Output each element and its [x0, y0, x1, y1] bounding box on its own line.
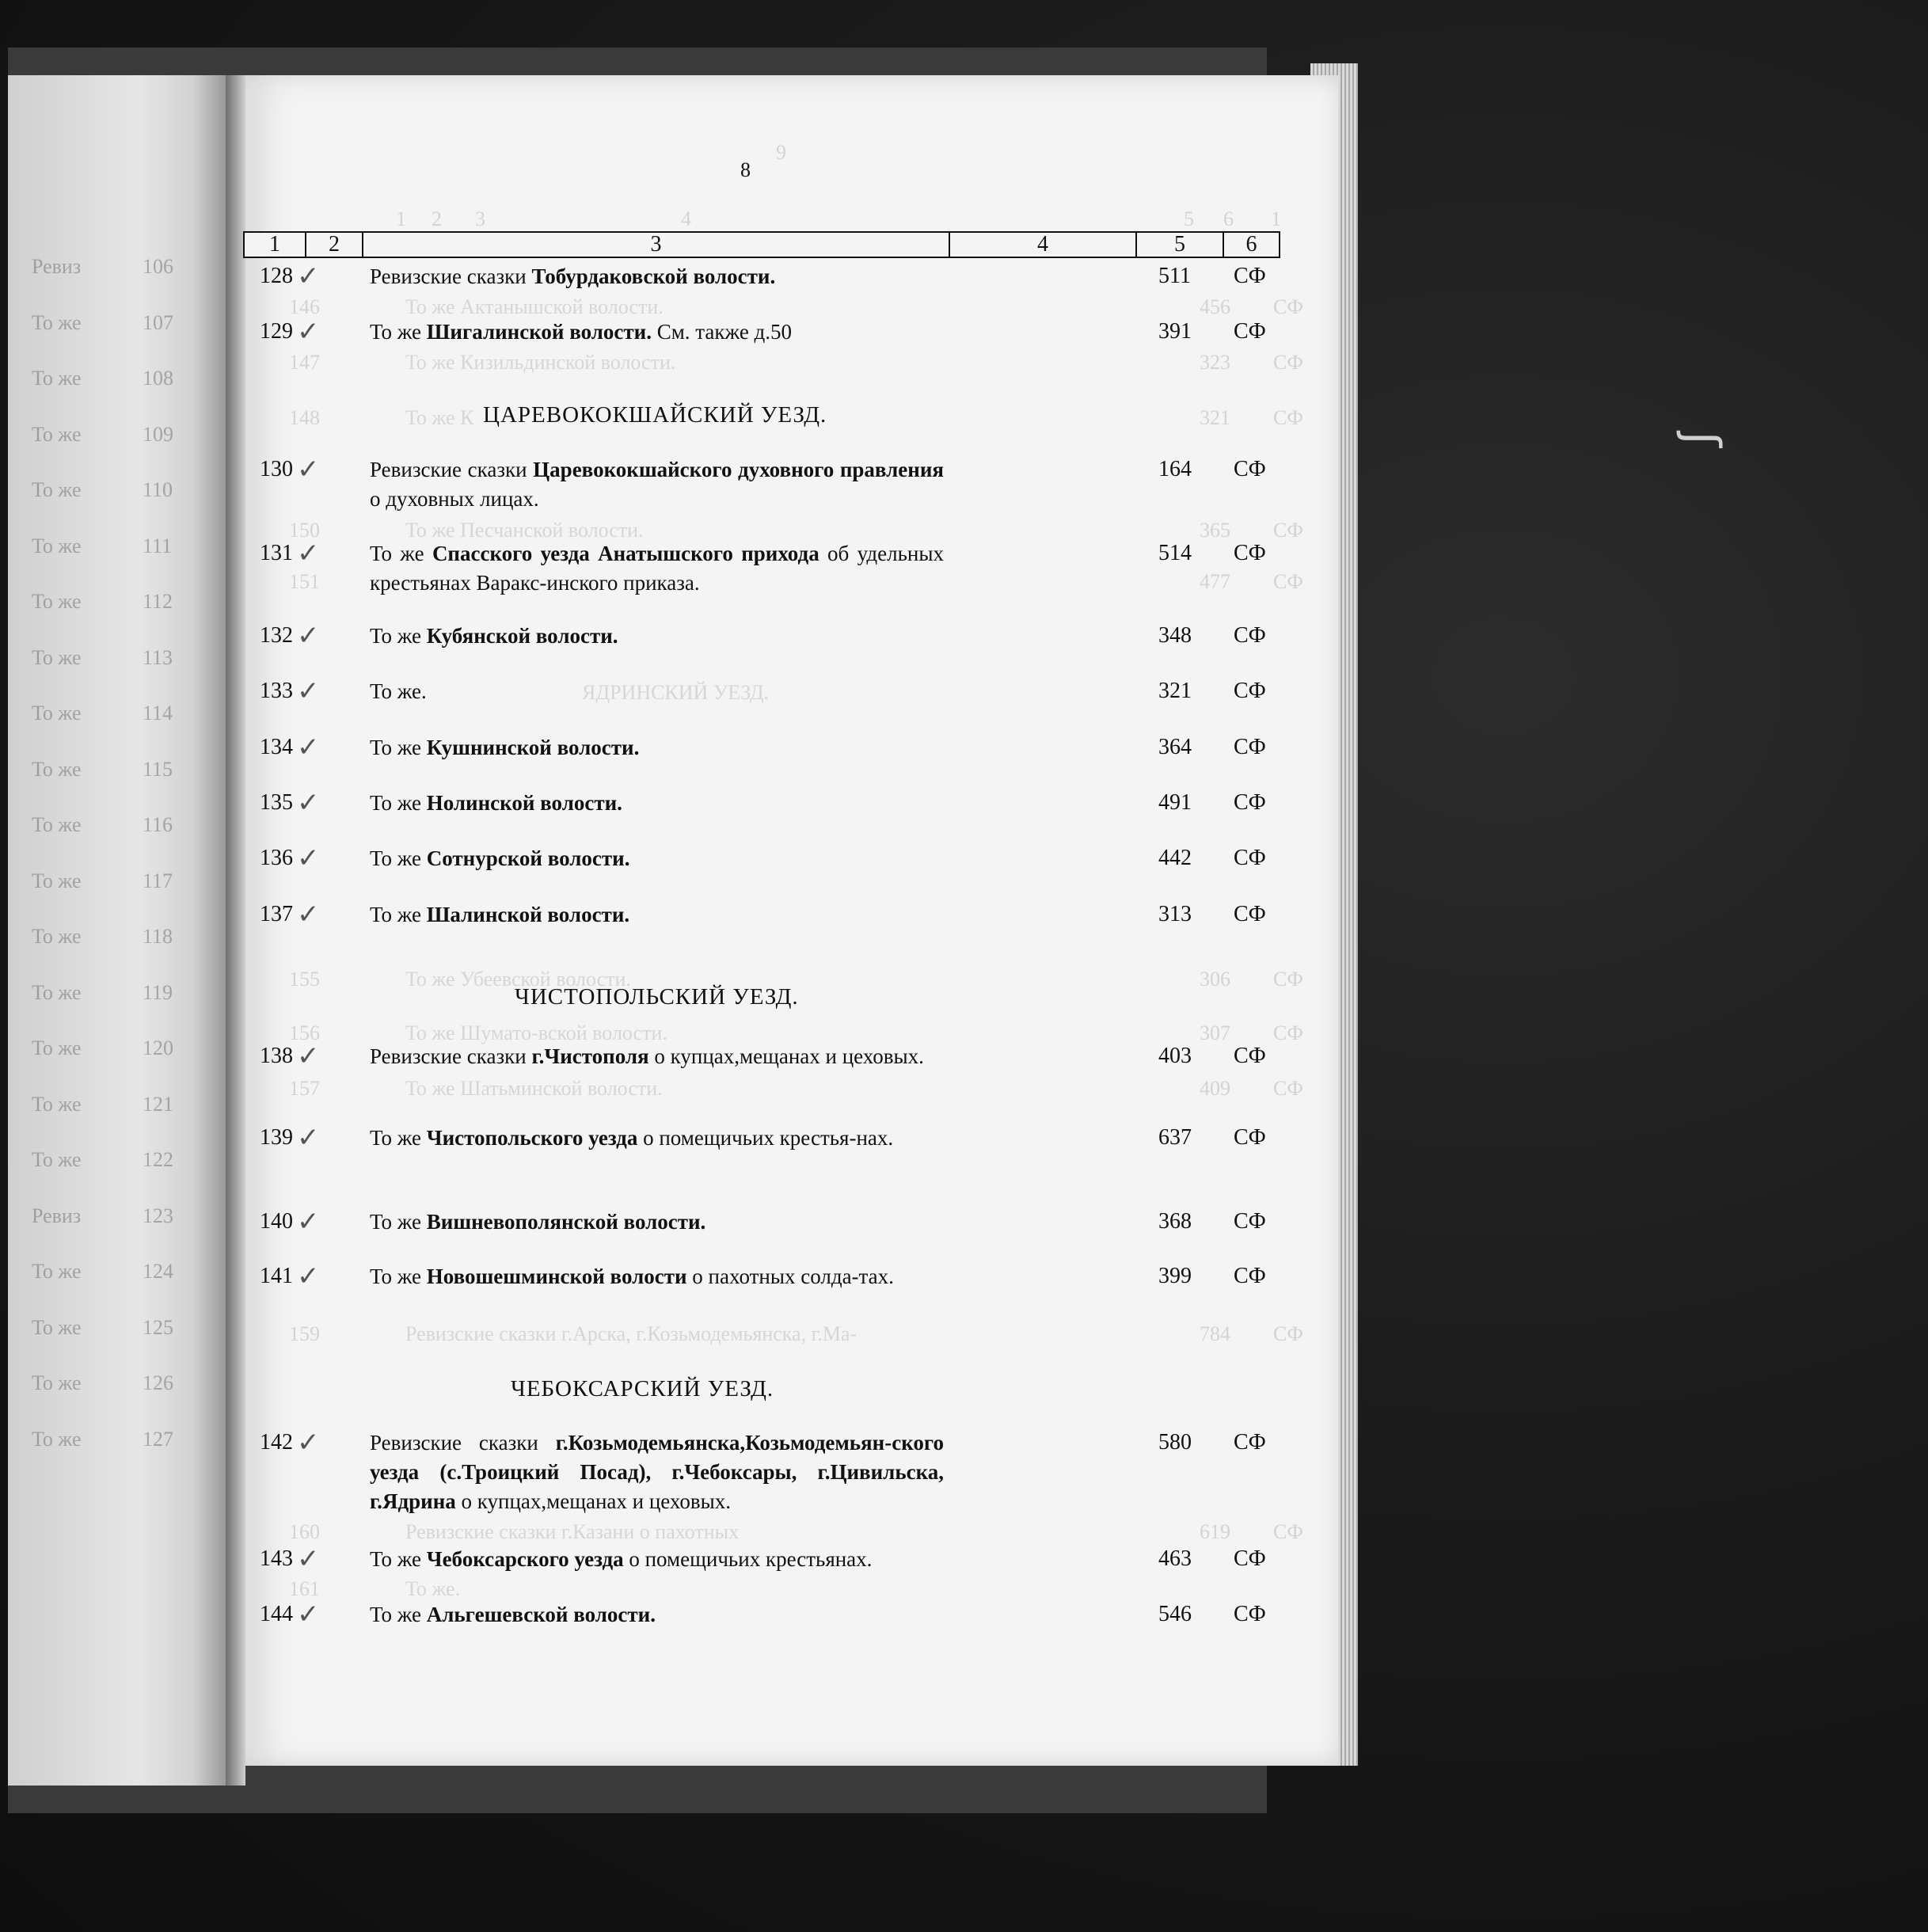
bleed-row-number: 160	[289, 1520, 320, 1543]
row-number: 130	[260, 457, 293, 481]
bleed-row-pages: 307	[1200, 1021, 1230, 1044]
entry-text: о помещичьих крестья-нах.	[637, 1126, 894, 1150]
header-cell-2: 2	[305, 231, 363, 258]
entry-description	[370, 1042, 944, 1071]
section-heading: ЧЕБОКСАРСКИЙ УЕЗД.	[511, 1376, 774, 1401]
row-number: 142	[260, 1430, 293, 1455]
bleed-row-number: 159	[289, 1322, 320, 1345]
entry-bold-text: Чебоксарского уезда	[426, 1547, 624, 1571]
bleed-row-code: СФ	[1273, 570, 1303, 593]
storage-code: СФ	[1234, 846, 1266, 870]
entry-text: То же	[370, 846, 427, 870]
entry-description	[370, 455, 944, 514]
left-page-word: То же	[32, 980, 82, 1004]
entry-text: об удельных крестьянах Варакс-инского приказа.	[370, 542, 945, 595]
left-page-word: То же	[32, 757, 82, 781]
checkmark-icon: ✓	[297, 1427, 320, 1459]
bleed-row-number: 147	[289, 351, 320, 374]
entry-bold-text: Новошешминской волости	[426, 1265, 687, 1288]
bleed-row-code: СФ	[1273, 519, 1303, 542]
entry-description	[370, 262, 944, 291]
left-page-word: То же	[32, 590, 82, 613]
entry-description	[370, 622, 944, 651]
bleed-row-pages: 306	[1200, 968, 1230, 991]
page-count: 403	[1158, 1044, 1192, 1068]
page-count: 368	[1158, 1209, 1192, 1234]
row-number: 134	[260, 735, 293, 759]
entry-text: То же.	[370, 679, 427, 703]
page-count: 637	[1158, 1125, 1192, 1150]
left-page-word: Ревиз	[32, 1204, 82, 1227]
bleed-row-pages: 477	[1200, 570, 1230, 593]
checkmark-icon: ✓	[297, 1206, 320, 1238]
left-page-number: 123	[143, 1204, 173, 1227]
left-page-word: То же	[32, 1092, 82, 1116]
header-cell-1: 1	[243, 231, 306, 258]
storage-code: СФ	[1234, 623, 1266, 648]
storage-code: СФ	[1234, 902, 1266, 926]
entry-text: То же	[370, 903, 427, 926]
row-number: 140	[260, 1209, 293, 1234]
entry-text: Ревизские сказки	[370, 264, 532, 288]
page-count: 463	[1158, 1546, 1192, 1571]
entry-description	[370, 1208, 944, 1237]
entry-bold-text: Спасского уезда Анатышского прихода	[432, 542, 819, 565]
entry-description	[370, 1428, 944, 1516]
entry-description	[370, 844, 944, 873]
entry-text: Ревизские сказки	[370, 458, 534, 481]
bleed-header-digit: 2	[432, 207, 442, 230]
left-page-word: То же	[32, 869, 82, 892]
bleed-row-text: ЯДРИНСКИЙ УЕЗД.	[582, 681, 770, 704]
checkmark-icon: ✓	[297, 899, 320, 930]
checkmark-icon: ✓	[297, 1543, 320, 1575]
entry-text: То же	[370, 1210, 427, 1234]
left-page-number: 124	[143, 1260, 173, 1283]
left-page-number: 109	[143, 422, 173, 446]
row-number: 139	[260, 1125, 293, 1150]
bleed-row-number: 156	[289, 1021, 320, 1044]
section-heading: ЦАРЕВОКОКШАЙСКИЙ УЕЗД.	[483, 402, 827, 428]
entry-description	[370, 1545, 944, 1574]
row-number: 128	[260, 264, 293, 288]
bleed-header-digit: 6	[1223, 207, 1234, 230]
header-cell-4: 4	[949, 231, 1137, 258]
entry-text: То же	[370, 320, 427, 344]
checkmark-icon: ✓	[297, 787, 320, 819]
left-page-number: 107	[143, 310, 173, 334]
entry-text: То же	[370, 542, 432, 565]
left-page-word: То же	[32, 478, 82, 501]
checkmark-icon: ✓	[297, 316, 320, 348]
bleed-header-digit: 9	[776, 141, 786, 164]
left-page-word: То же	[32, 534, 82, 557]
margin-scribble-mark: ʃ	[1675, 431, 1731, 448]
left-page-word: То же	[32, 1315, 82, 1339]
page-count: 491	[1158, 790, 1192, 815]
page-count: 399	[1158, 1264, 1192, 1288]
storage-code: СФ	[1234, 1602, 1266, 1626]
left-page-word: То же	[32, 1371, 82, 1394]
storage-code: СФ	[1234, 1264, 1266, 1288]
bleed-row-code: СФ	[1273, 295, 1303, 318]
bleed-row-number: 151	[289, 570, 320, 593]
bleed-row-number: 155	[289, 968, 320, 991]
entry-bold-text: Шалинской волости.	[426, 903, 630, 926]
left-page-number: 111	[143, 534, 173, 557]
left-page-word: То же	[32, 702, 82, 724]
section-heading: ЧИСТОПОЛЬСКИЙ УЕЗД.	[515, 984, 799, 1010]
storage-code: СФ	[1234, 264, 1266, 288]
row-number: 137	[260, 902, 293, 926]
page-count: 514	[1158, 541, 1192, 565]
left-page-number: 125	[143, 1315, 173, 1339]
row-number: 141	[260, 1264, 293, 1288]
entry-bold-text: г.Козьмодемьянска,Козьмодемьян-ского уезда (с.Троицкий Посад), г.Чебоксары, г.Цивильска, г.Ядрина	[370, 1431, 944, 1513]
bleed-row-code: СФ	[1273, 1322, 1303, 1345]
entry-text: То же	[370, 1126, 427, 1150]
bleed-row-text: То же К	[405, 406, 474, 429]
row-number: 131	[260, 541, 293, 565]
page-number: 8	[740, 158, 751, 181]
left-page-number: 112	[143, 590, 173, 613]
bleed-row-code: СФ	[1273, 351, 1303, 374]
bleed-header-digit: 4	[681, 207, 691, 230]
storage-code: СФ	[1234, 457, 1266, 481]
entry-text: Ревизские сказки	[370, 1044, 532, 1068]
bleed-row-pages: 456	[1200, 295, 1230, 318]
left-page-number: 117	[143, 869, 173, 892]
entry-text: о духовных лицах.	[370, 487, 539, 511]
left-page-word: То же	[32, 367, 82, 390]
header-cell-3: 3	[362, 231, 950, 258]
storage-code: СФ	[1234, 790, 1266, 815]
entry-text: То же	[370, 791, 427, 815]
bleed-row-code: СФ	[1273, 1021, 1303, 1044]
entry-text: о купцах,мещанах и цеховых.	[455, 1489, 732, 1513]
bleed-row-text: То же.	[405, 1577, 461, 1600]
storage-code: СФ	[1234, 735, 1266, 759]
checkmark-icon: ✓	[297, 454, 320, 485]
left-page-number: 114	[143, 702, 173, 724]
entry-description	[370, 1262, 944, 1291]
left-page-word: То же	[32, 1148, 82, 1171]
row-number: 135	[260, 790, 293, 815]
row-number: 143	[260, 1546, 293, 1571]
page-count: 442	[1158, 846, 1192, 870]
checkmark-icon: ✓	[297, 1040, 320, 1072]
checkmark-icon: ✓	[297, 620, 320, 652]
page-count: 321	[1158, 679, 1192, 703]
checkmark-icon: ✓	[297, 1122, 320, 1154]
storage-code: СФ	[1234, 679, 1266, 703]
bleed-row-pages: 323	[1200, 351, 1230, 374]
storage-code: СФ	[1234, 541, 1266, 565]
left-page-number: 120	[143, 1036, 173, 1059]
bleed-row-code: СФ	[1273, 968, 1303, 991]
left-page-number: 126	[143, 1371, 173, 1394]
checkmark-icon: ✓	[297, 261, 320, 292]
bleed-row-text: Ревизские сказки г.Казани о пахотных	[405, 1520, 740, 1543]
row-number: 136	[260, 846, 293, 870]
left-page-number: 118	[143, 925, 173, 948]
bleed-row-pages: 321	[1200, 406, 1230, 429]
storage-code: СФ	[1234, 1044, 1266, 1068]
bleed-row-number: 148	[289, 406, 320, 429]
bleed-header-digit: 1	[1271, 207, 1281, 230]
entry-description	[370, 1600, 944, 1630]
left-page-number: 113	[143, 645, 173, 669]
left-page-word: То же	[32, 925, 82, 948]
row-number: 133	[260, 679, 293, 703]
left-page-word: То же	[32, 1260, 82, 1283]
header-cell-5: 5	[1135, 231, 1224, 258]
left-page-word: То же	[32, 1036, 82, 1059]
left-page-number: 106	[143, 255, 173, 278]
entry-bold-text: Сотнурской волости.	[426, 846, 630, 870]
bleed-row-text: То же Актанышской волости.	[405, 295, 664, 318]
entry-bold-text: Тобурдаковской волости.	[531, 264, 776, 288]
row-number: 129	[260, 319, 293, 344]
bleed-row-text: То же Убеевской волости.	[405, 968, 631, 991]
bleed-header-digit: 1	[396, 207, 406, 230]
entry-description	[370, 677, 944, 706]
bleed-row-pages: 784	[1200, 1322, 1230, 1345]
bleed-row-number: 150	[289, 519, 320, 542]
bleed-row-text: То же Песчанской волости.	[405, 519, 644, 542]
bleed-row-pages: 409	[1200, 1077, 1230, 1100]
entry-description	[370, 900, 944, 930]
entry-text: Ревизские сказки	[370, 1431, 556, 1455]
page-count: 348	[1158, 623, 1192, 648]
storage-code: СФ	[1234, 1209, 1266, 1234]
storage-code: СФ	[1234, 1430, 1266, 1455]
entry-text: То же	[370, 624, 427, 648]
entry-bold-text: Нолинской волости.	[426, 791, 622, 815]
left-page-number: 122	[143, 1148, 173, 1171]
bleed-row-text: Ревизские сказки г.Арска, г.Козьмодемьянска, г.Ма-	[405, 1322, 858, 1345]
entry-description	[370, 1124, 944, 1153]
entry-description	[370, 318, 944, 347]
left-page-word: То же	[32, 422, 82, 446]
checkmark-icon: ✓	[297, 732, 320, 763]
page-count: 313	[1158, 902, 1192, 926]
entry-text: о помещичьих крестьянах.	[623, 1547, 873, 1571]
bleed-header-digit: 5	[1184, 207, 1194, 230]
entry-bold-text: Альгешевской волости.	[426, 1603, 656, 1626]
row-number: 132	[260, 623, 293, 648]
bleed-header-digit: 3	[475, 207, 485, 230]
left-page-number: 108	[143, 367, 173, 390]
bleed-row-text: То же Кизильдинской волости.	[405, 351, 676, 374]
entry-text: То же	[370, 736, 427, 759]
entry-bold-text: Шигалинской волости.	[426, 320, 652, 344]
entry-description	[370, 539, 944, 598]
checkmark-icon: ✓	[297, 842, 320, 874]
bleed-row-code: СФ	[1273, 1520, 1303, 1543]
bleed-row-number: 146	[289, 295, 320, 318]
storage-code: СФ	[1234, 319, 1266, 344]
left-page-word: То же	[32, 310, 82, 334]
entry-text: о купцах,мещанах и цеховых.	[648, 1044, 924, 1068]
page-count: 164	[1158, 457, 1192, 481]
checkmark-icon: ✓	[297, 1261, 320, 1292]
page-count: 546	[1158, 1602, 1192, 1626]
checkmark-icon: ✓	[297, 538, 320, 569]
entry-text: о пахотных солда-тах.	[686, 1265, 894, 1288]
page-count: 580	[1158, 1430, 1192, 1455]
left-page-number: 121	[143, 1092, 173, 1116]
left-page-number: 127	[143, 1427, 173, 1451]
header-cell-6: 6	[1223, 231, 1280, 258]
entry-bold-text: Вишневополянской волости.	[426, 1210, 706, 1234]
entry-description	[370, 789, 944, 818]
row-number: 138	[260, 1044, 293, 1068]
left-page-number: 116	[143, 813, 173, 836]
bleed-row-text: То же Шумато-вской волости.	[405, 1021, 667, 1044]
entry-description	[370, 733, 944, 763]
page-count: 391	[1158, 319, 1192, 344]
entry-bold-text: г.Чистополя	[531, 1044, 649, 1068]
entry-bold-text: Кубянской волости.	[426, 624, 618, 648]
bleed-row-pages: 619	[1200, 1520, 1230, 1543]
left-page-word: То же	[32, 813, 82, 836]
bleed-row-code: СФ	[1273, 1077, 1303, 1100]
entry-text: То же	[370, 1547, 427, 1571]
bleed-row-code: СФ	[1273, 406, 1303, 429]
storage-code: СФ	[1234, 1546, 1266, 1571]
entry-text: То же	[370, 1265, 427, 1288]
page-count: 511	[1158, 264, 1191, 288]
left-page-number: 110	[143, 478, 173, 501]
left-page-number: 119	[143, 980, 173, 1004]
entry-bold-text: Чистопольского уезда	[426, 1126, 638, 1150]
checkmark-icon: ✓	[297, 675, 320, 707]
bleed-row-text: То же Шатьминской волости.	[405, 1077, 663, 1100]
page-count: 364	[1158, 735, 1192, 759]
storage-code: СФ	[1234, 1125, 1266, 1150]
checkmark-icon: ✓	[297, 1599, 320, 1630]
bleed-row-number: 161	[289, 1577, 320, 1600]
bleed-row-number: 157	[289, 1077, 320, 1100]
row-number: 144	[260, 1602, 293, 1626]
entry-bold-text: Царевококшайского духовного правления	[533, 458, 944, 481]
left-page-word: То же	[32, 1427, 82, 1451]
entry-text: То же	[370, 1603, 427, 1626]
entry-bold-text: Кушнинской волости.	[426, 736, 640, 759]
left-page-word: Ревиз	[32, 255, 82, 278]
bleed-row-pages: 365	[1200, 519, 1230, 542]
left-page-number: 115	[143, 757, 173, 781]
book-gutter	[226, 75, 245, 1786]
left-page-word: То же	[32, 645, 82, 669]
entry-text: См. также д.50	[651, 320, 793, 344]
